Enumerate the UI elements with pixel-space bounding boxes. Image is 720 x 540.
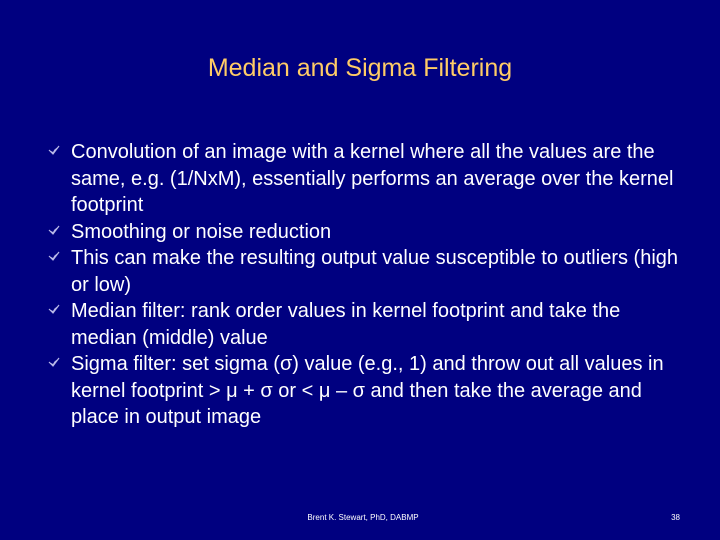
bullet-item [48,219,688,246]
bullet-text: Sigma filter: set sigma (σ) value (e.g., 1) and throw out all values in kernel footprint > μ + σ or < μ – σ and then take the average and place in output image [71,353,664,428]
bullet-text: Smoothing or noise reduction [71,220,332,243]
checkmark-diamond-icon [48,224,60,236]
page-number: 38 [671,513,680,522]
bullet-item [48,351,688,431]
bullet-item [48,298,688,351]
slide-title: Median and Sigma Filtering [207,54,513,82]
checkmark-diamond-icon [48,144,60,156]
bullet-text: Convolution of an image with a kernel where all the values are the same, e.g. (1/NxM), essentially performs an average over the kernel footprint [71,141,674,216]
bullet-item [48,245,688,298]
bullet-item [48,139,688,219]
bullet-text: This can make the resulting output value susceptible to outliers (high or low) [71,247,679,296]
checkmark-diamond-icon [48,250,60,262]
bullet-list [48,139,688,431]
checkmark-diamond-icon [48,356,60,368]
bullet-text: Median filter: rank order values in kernel footprint and take the median (middle) value [71,300,621,349]
footer-author: Brent K. Stewart, PhD, DABMP [307,513,419,522]
checkmark-diamond-icon [48,303,60,315]
